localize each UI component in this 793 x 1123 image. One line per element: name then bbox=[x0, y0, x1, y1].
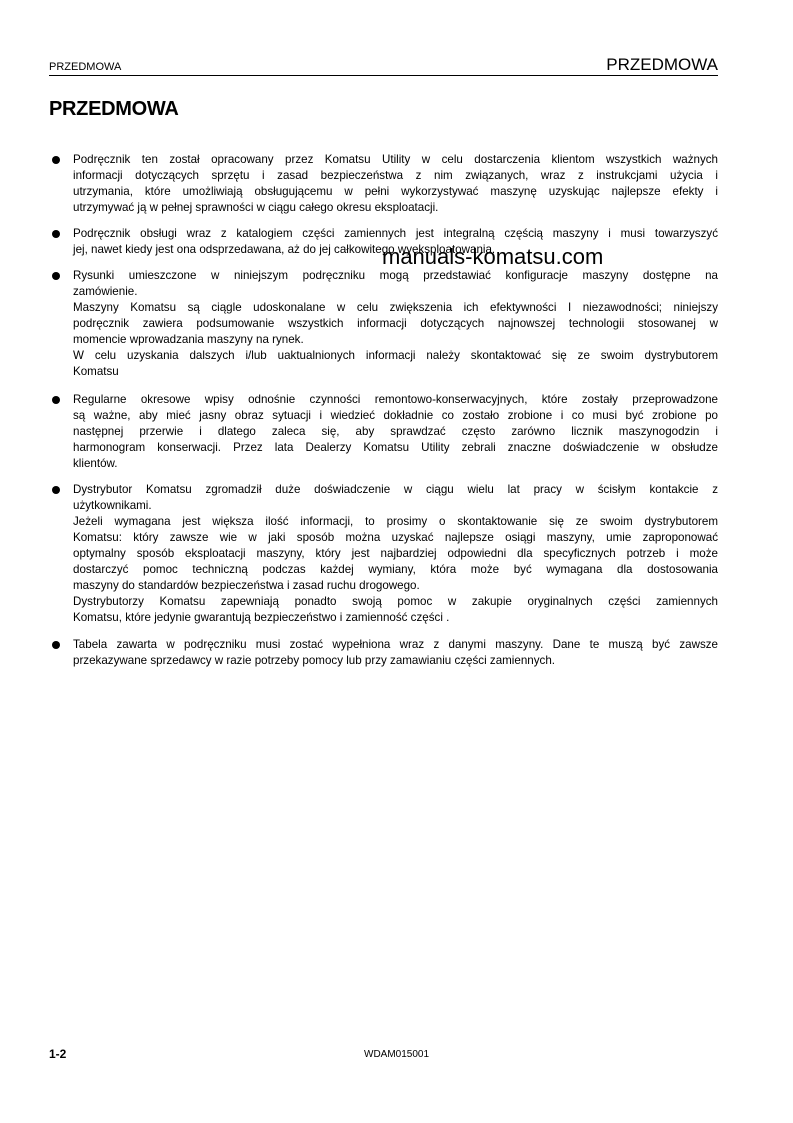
text-line: zamówienie. bbox=[73, 285, 138, 298]
text-line: harmonogram konserwacji. Przez lata Dealerzy Komatsu Utility zebrali znaczne doświadczenie w obsłudze bbox=[73, 441, 718, 454]
text-line: klientów. bbox=[73, 457, 118, 470]
text-line: Tabela zawarta w podręczniku musi zostać wypełniona wraz z danymi maszyny. Dane te muszą być zawsze bbox=[73, 638, 718, 651]
text-line: są ważne, aby mieć jasny obraz sytuacji i wiedzieć dokładnie co zostało zrobione i co musi być zrobione po bbox=[73, 409, 718, 422]
watermark: manuals-komatsu.com bbox=[382, 244, 604, 269]
text-line: użytkownikami. bbox=[73, 499, 152, 512]
bullet-paragraph bbox=[73, 268, 718, 380]
bullet-icon bbox=[52, 486, 60, 494]
bullet-icon bbox=[52, 396, 60, 404]
page-title: PRZEDMOWA bbox=[49, 98, 179, 120]
text-line: Dystrybutorzy Komatsu zapewniają ponadto swoją pomoc w zakupie oryginalnych części zamiennych bbox=[73, 595, 718, 608]
bullet-icon bbox=[52, 156, 60, 164]
text-line: Komatsu, które jedynie gwarantują bezpieczeństwo i zamienność części . bbox=[73, 611, 450, 624]
text-line: Podręcznik ten został opracowany przez Komatsu Utility w celu dostarczenia klientom wszystkich ważnych bbox=[73, 153, 718, 166]
text-line: Dystrybutor Komatsu zgromadził duże doświadczenie w ciągu wielu lat pracy w ścisłym kontakcie z bbox=[73, 483, 718, 496]
text-line: Regularne okresowe wpisy odnośnie czynności remontowo-konserwacyjnych, które zostały przeprowadzone bbox=[73, 393, 718, 406]
bullet-paragraph bbox=[73, 482, 718, 626]
text-line: podręcznik zawiera podsumowanie wszystkich informacji dotyczących najnowszej technologii stosowanej w bbox=[73, 317, 718, 330]
text-line: Podręcznik obsługi wraz z katalogiem części zamiennych jest integralną częścią maszyny i musi towarzyszyć bbox=[73, 227, 718, 240]
text-line: optymalny sposób eksploatacji maszyny, który jest najbardziej odpowiedni dla specyficznych potrzeb i może bbox=[73, 547, 718, 560]
text-line: W celu uzyskania dalszych i/lub uaktualnionych informacji należy skontaktować się ze swoim dystrybutorem bbox=[73, 349, 718, 362]
bullet-icon bbox=[52, 641, 60, 649]
text-line: utrzymania, które umożliwiają obsługującemu w pełni wykorzystywać maszynę uzyskując najlepsze efekty i bbox=[73, 185, 718, 198]
text-line: przekazywane sprzedawcy w razie potrzeby pomocy lub przy zamawianiu części zamiennych. bbox=[73, 654, 555, 667]
text-line: następnej przerwie i dlatego zaleca się, aby sprawdzać często zarówno licznik maszynogodzin i bbox=[73, 425, 718, 438]
text-line: Komatsu: który zawsze wie w jaki sposób można uzyskać najlepsze osiągi maszyny, umie zaproponować bbox=[73, 531, 718, 544]
text-line: Jeżeli wymagana jest większa ilość informacji, to prosimy o skontaktowanie się ze swoim dystrybutorem bbox=[73, 515, 718, 528]
bullet-icon bbox=[52, 272, 60, 280]
text-line: momencie wprowadzania maszyny na rynek. bbox=[73, 333, 304, 346]
text-line: Komatsu bbox=[73, 365, 119, 378]
text-line: jej, nawet kiedy jest ona odsprzedawana, aż do jej całkowitego wyeksploatowania. bbox=[73, 243, 496, 256]
text-line: dostarczyć pomoc techniczną podczas każdej wymiany, która może być wymagana dla dostosowania bbox=[73, 563, 718, 576]
page-number: 1-2 bbox=[49, 1047, 67, 1061]
running-header-left: PRZEDMOWA bbox=[49, 61, 122, 73]
header-divider bbox=[49, 75, 718, 76]
document-code: WDAM015001 bbox=[364, 1049, 430, 1060]
bullet-paragraph bbox=[73, 392, 718, 472]
running-header-right: PRZEDMOWA bbox=[606, 55, 718, 74]
bullet-paragraph bbox=[73, 152, 718, 216]
text-line: informacji dotyczących sprzętu i zasad bezpieczeństwa z nim związanych, wraz z instrukcjami użycia i bbox=[73, 169, 718, 182]
text-line: Rysunki umieszczone w niniejszym podręczniku mogą przedstawiać konfiguracje maszyny dostępne na bbox=[73, 269, 718, 282]
text-line: utrzymywać ją w pełnej sprawności w ciągu całego okresu eksploatacji. bbox=[73, 201, 439, 214]
bullet-icon bbox=[52, 230, 60, 238]
bullet-paragraph bbox=[73, 637, 718, 669]
text-line: maszyny do standardów bezpieczeństwa i zasad ruchu drogowego. bbox=[73, 579, 420, 592]
text-line: Maszyny Komatsu są ciągle udoskonalane w celu zwiększenia ich efektywności I niezawodności; niniejszy bbox=[73, 301, 718, 314]
